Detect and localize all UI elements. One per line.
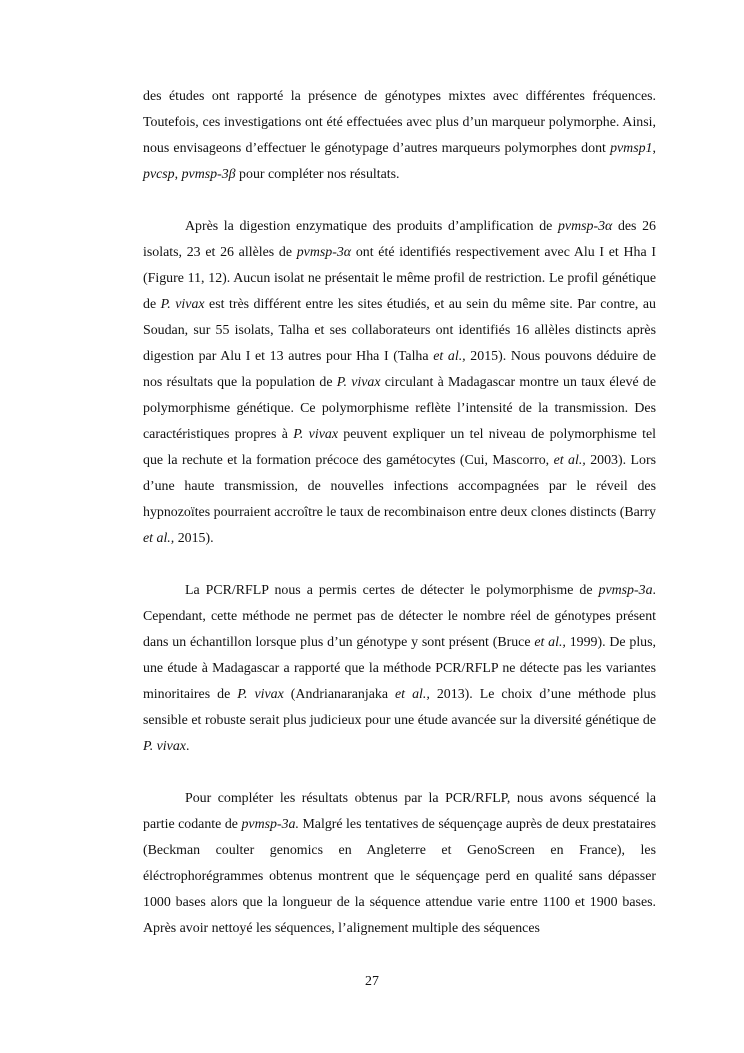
italic-text: et al., bbox=[143, 531, 175, 546]
paragraph-2 bbox=[143, 214, 656, 552]
italic-text: pvcsp bbox=[143, 167, 175, 182]
paragraph-4 bbox=[143, 786, 656, 942]
text-segment: 2015). bbox=[174, 531, 214, 546]
text-segment: 2015). Nous pouvons déduire de nos résultats que la population de bbox=[143, 349, 656, 390]
text-segment: Après la digestion enzymatique des produits d’amplification de bbox=[185, 219, 558, 234]
italic-text: P. vivax bbox=[336, 375, 381, 390]
text-segment: Pour compléter les résultats obtenus par la PCR/RFLP, nous avons séquencé la partie codante de bbox=[143, 791, 656, 832]
italic-text: et al., bbox=[433, 349, 466, 364]
page-number: 27 bbox=[365, 974, 379, 989]
paragraph-1 bbox=[143, 84, 656, 188]
italic-text: pvmsp-3α bbox=[296, 245, 352, 260]
text-segment: 2003). Lors d’une haute transmission, de nouvelles infections accompagnées par le réveil des hypnozoïtes pourraient accroître le taux de recombinaison entre deux clones distincts (Barry bbox=[143, 453, 656, 520]
italic-text: et al., bbox=[534, 635, 566, 650]
text-segment: circulant à Madagascar montre un taux élevé de polymorphisme génétique. Ce polymorphisme reflète l’intensité de la transmission. Des caractéristiques propres à bbox=[143, 375, 656, 442]
text-segment: est très différent entre les sites étudiés, et au sein du même site. Par contre, au Soudan, sur 55 isolats, Talha et ses collaborateurs ont identifiés 16 allèles distincts après digestion par Alu I et 13 autres pour Hha I (Talha bbox=[143, 297, 656, 364]
paragraph-3 bbox=[143, 578, 656, 760]
italic-text: pvmsp-3a. bbox=[241, 817, 299, 832]
document-body bbox=[143, 84, 656, 968]
text-segment: des études ont rapporté la présence de génotypes mixtes avec différentes fréquences. Toutefois, ces investigations ont été effectuées avec plus d’un marqueur polymorphe. Ainsi, nous envisageons d’effectuer le génotypage d’autres marqueurs polymorphes dont bbox=[143, 89, 656, 156]
italic-text: pvmsp1 bbox=[610, 141, 653, 156]
text-segment: ont été identifiés respectivement avec Alu I et Hha I (Figure 11, 12). Aucun isolat ne présentait le même profil de restriction. Le profil génétique de bbox=[143, 245, 656, 312]
italic-text: pvmsp-3a bbox=[598, 583, 653, 598]
italic-text: pvmsp-3α bbox=[557, 219, 613, 234]
text-segment: La PCR/RFLP nous a permis certes de détecter le polymorphisme de bbox=[185, 583, 599, 598]
text-segment: des 26 isolats, 23 et 26 allèles de bbox=[143, 219, 656, 260]
text-segment: pour compléter nos résultats. bbox=[235, 167, 400, 182]
text-segment: peuvent expliquer un tel niveau de polymorphisme tel que la rechute et la formation précoce des gamétocytes (Cui, Mascorro, bbox=[143, 427, 656, 468]
italic-text: et al., bbox=[553, 453, 586, 468]
text-segment: , bbox=[652, 141, 656, 156]
italic-text: et al., bbox=[395, 687, 430, 702]
italic-text: P. vivax bbox=[143, 739, 186, 754]
italic-text: pvmsp-3β bbox=[181, 167, 236, 182]
text-segment: 2013). Le choix d’une méthode plus sensible et robuste serait plus judicieux pour une étude avancée sur la diversité génétique de bbox=[143, 687, 656, 728]
text-segment: Malgré les tentatives de séquençage auprès de deux prestataires (Beckman coulter genomics en Angleterre et GenoScreen en France), les éléctrophorégrammes obtenus montrent que le séquençage perd en qualité sans dépasser 1000 bases alors que la longueur de la séquence attendue varie entre 1100 et 1900 bases. Après avoir nettoyé les séquences, l’alignement multiple des séquences bbox=[143, 817, 657, 936]
italic-text: P. vivax bbox=[237, 687, 284, 702]
text-segment: 1999). De plus, une étude à Madagascar a rapporté que la méthode PCR/RFLP ne détecte pas les variantes minoritaires de bbox=[143, 635, 656, 702]
text-segment: . bbox=[185, 739, 190, 754]
italic-text: P. vivax bbox=[293, 427, 338, 442]
text-segment: , bbox=[174, 167, 182, 182]
italic-text: P. vivax bbox=[160, 297, 205, 312]
text-segment: . Cependant, cette méthode ne permet pas de détecter le nombre réel de génotypes présent dans un échantillon lorsque plus d’un génotype y sont présent (Bruce bbox=[143, 583, 656, 650]
text-segment: (Andrianaranjaka bbox=[283, 687, 396, 702]
